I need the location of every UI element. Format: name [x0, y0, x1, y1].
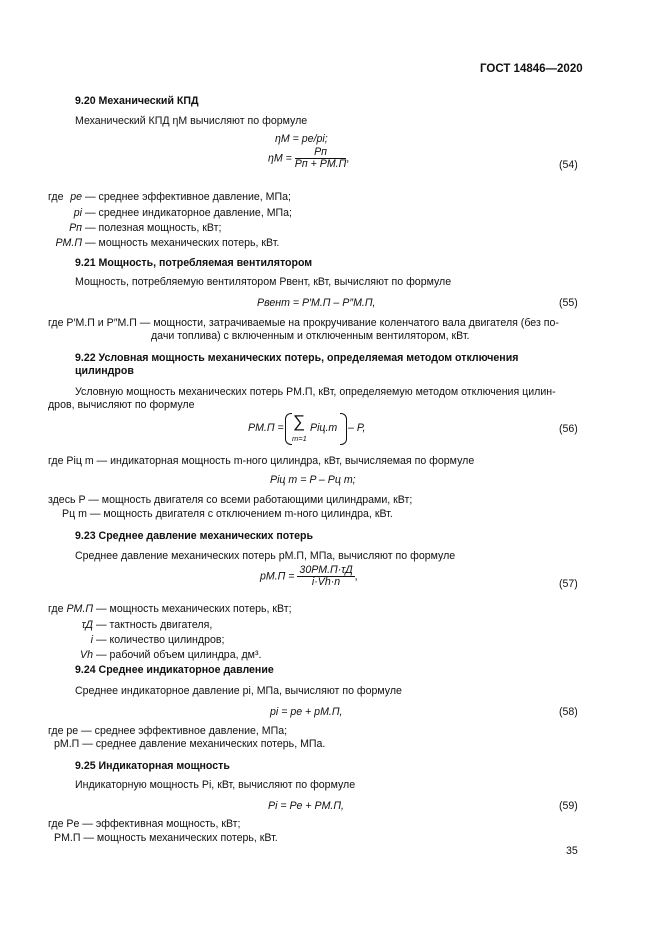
section-9-22-intro-line1: Условную мощность механических потерь PМ.П, кВт, определяемую методом отключения цилин- — [75, 386, 556, 398]
formula-54-lhs: ηМ = — [268, 152, 292, 165]
section-9-25-title: 9.25 Индикаторная мощность — [75, 760, 230, 772]
formula-54 — [268, 147, 349, 170]
section-9-20-intro: Механический КПД ηM вычисляют по формуле — [75, 115, 308, 127]
section-9-22-def1: где Piц m — индикаторная мощность m-ного цилиндра, кВт, вычисляемая по формуле — [48, 455, 475, 467]
equation-number-56: (56) — [559, 423, 578, 435]
equation-number-58: (58) — [559, 706, 578, 718]
def-symbol: PМ.П — [66, 603, 93, 615]
def-text: — мощность механических потерь, кВт. — [85, 237, 280, 249]
formula-56-term: Piц.m — [310, 422, 338, 434]
formula-57-lhs: pМ.П = — [260, 570, 295, 583]
where-label: где — [48, 191, 64, 203]
formula-57 — [260, 565, 358, 588]
formula-56-tail: – P, — [348, 422, 366, 434]
section-9-21-def-line2: дачи топлива) с включенным и отключенным вентилятором, кВт. — [151, 330, 470, 342]
formula-54-tail: , — [346, 152, 350, 165]
formula-56-lhs: PМ.П = — [248, 422, 284, 434]
section-9-24-intro: Среднее индикаторное давление pi, МПа, вычисляют по формуле — [75, 685, 402, 697]
def-symbol: Pп — [69, 222, 82, 234]
section-9-25-def1: где Pe — эффективная мощность, кВт; — [48, 818, 241, 830]
section-9-22-def2: здесь P — мощность двигателя со всеми работающими цилиндрами, кВт; — [48, 494, 413, 506]
equation-number-54: (54) — [559, 159, 578, 171]
section-9-22-def3: Pц m — мощность двигателя с отключением m-ного цилиндра, кВт. — [62, 508, 393, 520]
formula-57-numerator: 30PМ.П·τД — [299, 564, 353, 576]
section-9-23-intro: Среднее давление механических потерь pМ.П, МПа, вычисляют по формуле — [75, 550, 456, 562]
def-symbol: τД — [81, 619, 93, 631]
section-9-23-title: 9.23 Среднее давление механических потерь — [75, 530, 314, 542]
section-9-21-def-line1: где P′М.П и P″М.П — мощности, затрачиваемые на прокручивание коленчатого вала двигателя (без по- — [48, 317, 559, 329]
def-symbol: Vh — [80, 649, 93, 661]
section-9-21-intro: Мощность, потребляемую вентилятором Pвент, кВт, вычисляют по формуле — [75, 276, 452, 288]
equation-number-57: (57) — [559, 578, 578, 590]
equation-number-55: (55) — [559, 297, 578, 309]
formula-56-sum-limit: m=1 — [292, 434, 307, 443]
def-text: — количество цилиндров; — [96, 634, 225, 646]
def-symbol: i — [90, 634, 93, 646]
section-9-24-title: 9.24 Среднее индикаторное давление — [75, 664, 274, 676]
equation-number-59: (59) — [559, 800, 578, 812]
def-text: — полезная мощность, кВт; — [85, 222, 222, 234]
def-symbol: pe — [70, 191, 82, 203]
def-symbol: pi — [73, 207, 82, 219]
section-9-21-title: 9.21 Мощность, потребляемая вентилятором — [75, 257, 313, 269]
formula-54-denominator: Pп + PМ.П — [294, 158, 347, 170]
section-9-24-def2: pМ.П — среднее давление механических потерь, МПа. — [54, 738, 326, 750]
formula-54-numerator: Pп — [295, 147, 346, 159]
document-id: ГОСТ 14846—2020 — [480, 63, 583, 75]
section-9-24-def1: где pe — среднее эффективное давление, МПа; — [48, 725, 288, 737]
formula-58: pi = pe + pМ.П, — [270, 706, 343, 718]
formula-56-sum-symbol: ∑ — [293, 412, 306, 431]
formula-cylinder-power: Piц m = P – Pц m; — [270, 474, 356, 486]
section-9-25-intro: Индикаторную мощность Pi, кВт, вычисляют по формуле — [75, 779, 356, 791]
section-9-22-title-line1: 9.22 Условная мощность механических потерь, определяемая методом отключения — [75, 352, 519, 364]
formula-57-tail: , — [354, 570, 358, 583]
section-9-20-title: 9.20 Механический КПД — [75, 95, 199, 107]
section-9-25-def2: PМ.П — мощность механических потерь, кВт. — [54, 832, 278, 844]
def-text: — среднее индикаторное давление, МПа; — [85, 207, 292, 219]
formula-57-denominator: i·Vh·n — [311, 576, 341, 588]
section-9-22-intro-line2: дров, вычисляют по формуле — [48, 399, 195, 411]
def-symbol: PМ.П — [55, 237, 82, 249]
def-text: — тактность двигателя, — [96, 619, 213, 631]
def-text: — рабочий объем цилиндра, дм³. — [96, 649, 262, 661]
def-text: — мощность механических потерь, кВт; — [96, 603, 292, 615]
def-text: — среднее эффективное давление, МПа; — [85, 191, 291, 203]
formula-55: Pвент = P′М.П – P″М.П, — [257, 297, 376, 309]
formula-eta-m: ηМ = pe/pi; — [275, 133, 328, 145]
formula-59: Pi = Pe + PМ.П, — [268, 800, 344, 812]
section-9-22-title-line2: цилиндров — [75, 365, 134, 377]
page-number: 35 — [566, 845, 578, 857]
where-label: где — [48, 603, 64, 615]
